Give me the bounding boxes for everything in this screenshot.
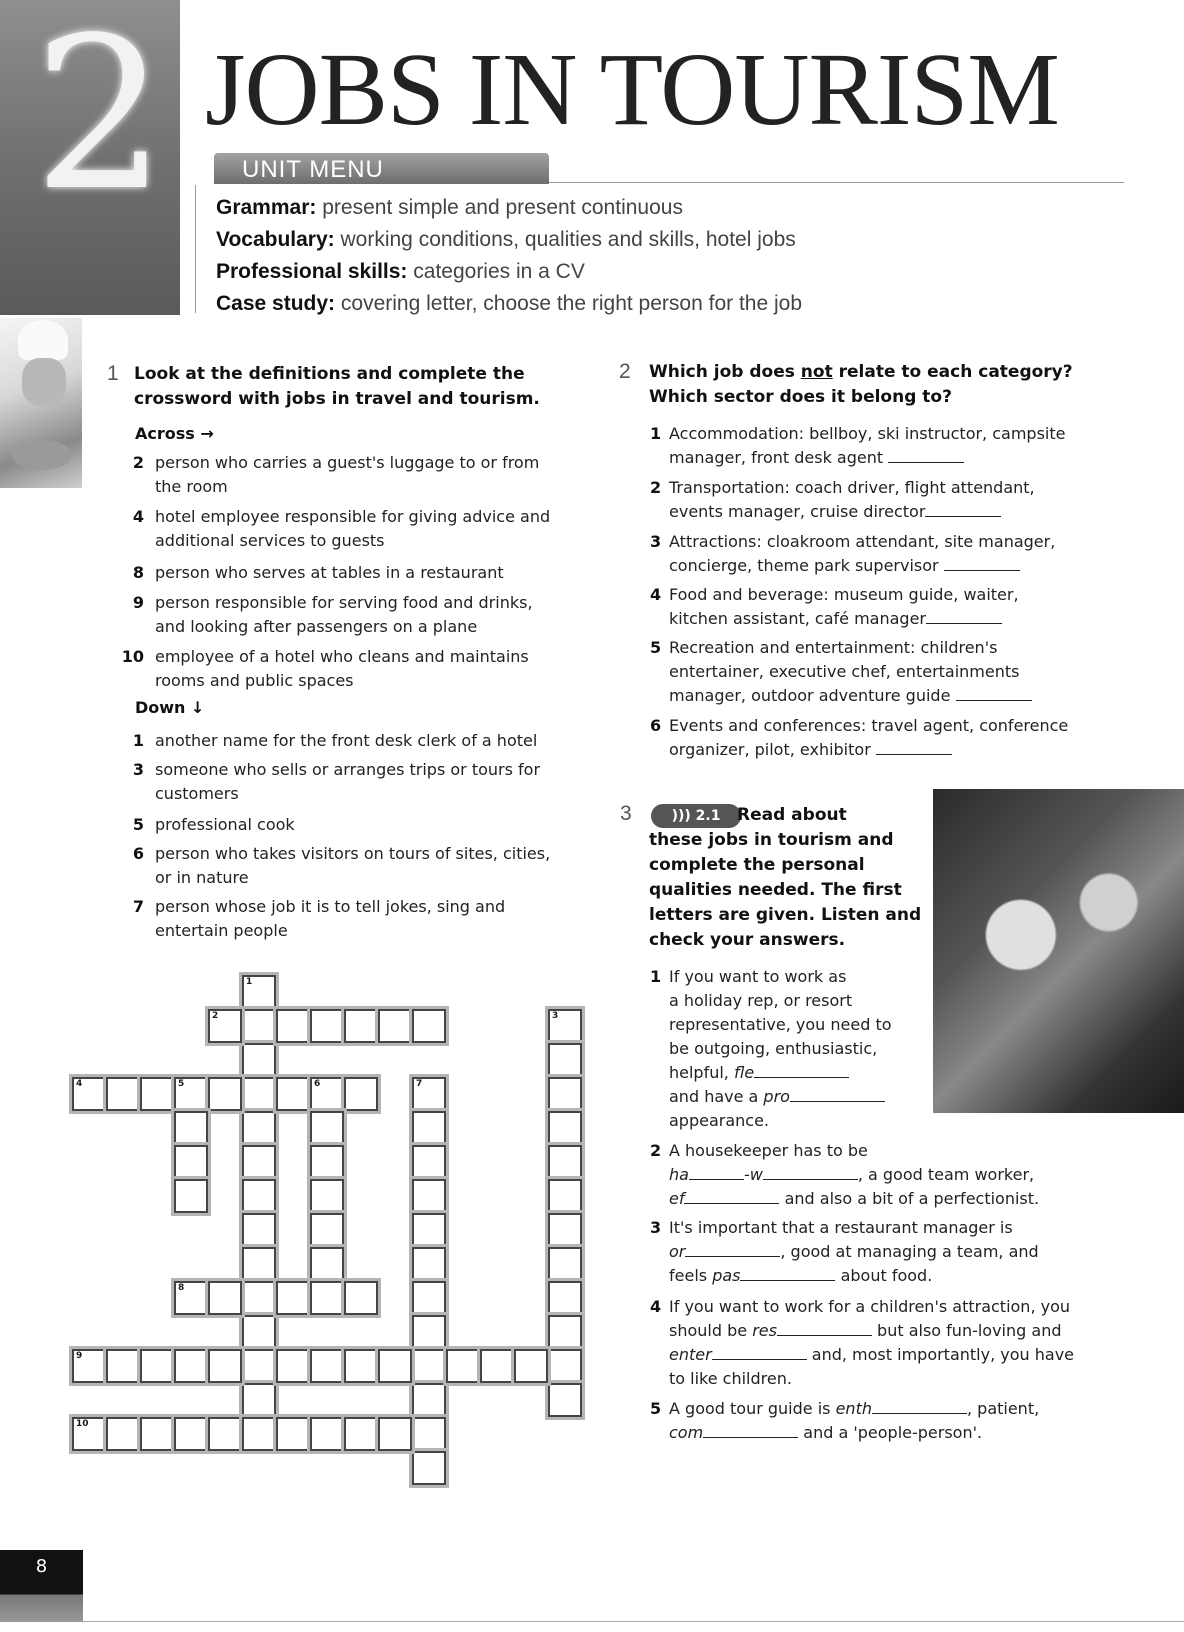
clue-across-8 xyxy=(155,561,504,585)
item-text: should be xyxy=(669,1321,753,1340)
crossword-cell[interactable] xyxy=(276,1417,310,1451)
item-line xyxy=(669,1085,892,1109)
heading-part: relate to each category? xyxy=(832,362,1073,382)
crossword-cell[interactable] xyxy=(140,1349,174,1383)
crossword-cell[interactable] xyxy=(378,1349,412,1383)
ex3-item-1 xyxy=(669,965,892,1133)
item-text: manager, front desk agent xyxy=(669,448,884,467)
item-text: and also a bit of a perfectionist. xyxy=(784,1189,1040,1208)
answer-blank[interactable] xyxy=(740,1266,835,1281)
crossword-cell-number: 5 xyxy=(178,1079,185,1089)
answer-blank[interactable] xyxy=(790,1087,885,1102)
crossword-cell[interactable] xyxy=(174,1145,208,1179)
clue-line: rooms and public spaces xyxy=(155,671,354,690)
word-prompt: enter xyxy=(669,1345,712,1364)
crossword-cell[interactable] xyxy=(310,1281,344,1315)
answer-blank[interactable] xyxy=(684,1189,779,1204)
crossword-cell[interactable] xyxy=(208,1417,242,1451)
menu-text: present simple and present continuous xyxy=(322,196,683,219)
menu-row-vocabulary xyxy=(216,228,796,252)
crossword-cell[interactable] xyxy=(242,1315,276,1349)
heading-line: Read about xyxy=(737,805,847,825)
crossword-cell[interactable] xyxy=(208,1009,242,1043)
heading-not: not xyxy=(800,362,833,382)
menu-row-grammar xyxy=(216,196,683,220)
ex2-item-5 xyxy=(669,636,1032,708)
crossword-cell[interactable] xyxy=(412,1145,446,1179)
crossword-cell[interactable] xyxy=(208,1349,242,1383)
menu-rule xyxy=(195,185,196,313)
word-prompt: ef xyxy=(669,1189,685,1208)
answer-blank[interactable] xyxy=(925,502,1001,517)
crossword-cell[interactable] xyxy=(548,1247,582,1281)
crossword-cell[interactable] xyxy=(174,1281,208,1315)
crossword-cell-number: 7 xyxy=(416,1079,423,1089)
clue-line: employee of a hotel who cleans and maintains xyxy=(155,647,529,666)
item-line: If you want to work for a children's attraction, you xyxy=(669,1297,1071,1316)
answer-blank[interactable] xyxy=(876,740,952,755)
heading-line: Which sector does it belong to? xyxy=(649,387,952,407)
menu-label: Vocabulary: xyxy=(216,228,335,251)
answer-blank[interactable] xyxy=(956,686,1032,701)
item-text: and have a xyxy=(669,1087,764,1106)
clue-number: 3 xyxy=(132,760,144,779)
crossword-cell[interactable] xyxy=(242,975,276,1009)
item-line xyxy=(669,738,1068,762)
crossword-cell[interactable] xyxy=(72,1417,106,1451)
crossword-cell[interactable] xyxy=(548,1179,582,1213)
crossword-cell[interactable] xyxy=(242,1213,276,1247)
crossword-cell[interactable] xyxy=(310,1247,344,1281)
crossword-cell[interactable] xyxy=(106,1349,140,1383)
heading-line: these jobs in tourism and xyxy=(649,830,894,850)
exercise-3-number: 3 xyxy=(620,802,632,825)
crossword-cell[interactable] xyxy=(548,1043,582,1077)
crossword-cell[interactable] xyxy=(276,1077,310,1111)
item-text: feels xyxy=(669,1266,713,1285)
clue-line: person whose job it is to tell jokes, sing and xyxy=(155,897,506,916)
ex3-item-3 xyxy=(669,1216,1039,1288)
crossword-cell[interactable] xyxy=(412,1009,446,1043)
menu-row-case-study xyxy=(216,292,802,316)
clue-down-7 xyxy=(155,895,505,943)
crossword-cell-number: 4 xyxy=(76,1079,83,1089)
crossword-cell[interactable] xyxy=(412,1417,446,1451)
word-prompt: res xyxy=(752,1321,777,1340)
item-number: 1 xyxy=(650,967,662,986)
item-line xyxy=(669,1343,1074,1367)
crossword-cell[interactable] xyxy=(548,1349,582,1383)
crossword-cell[interactable] xyxy=(344,1281,378,1315)
word-prompt: ha xyxy=(669,1165,689,1184)
crossword-cell[interactable] xyxy=(276,1349,310,1383)
item-line: It's important that a restaurant manager is xyxy=(669,1218,1013,1237)
clue-across-2 xyxy=(155,451,539,499)
item-line: be outgoing, enthusiastic, xyxy=(669,1039,878,1058)
clue-line: person who serves at tables in a restaurant xyxy=(155,563,504,582)
crossword-cell[interactable] xyxy=(208,1077,242,1111)
clue-line: professional cook xyxy=(155,815,295,834)
crossword-cell[interactable] xyxy=(310,1009,344,1043)
clowns-photo xyxy=(933,789,1184,1113)
item-text: organizer, pilot, exhibitor xyxy=(669,740,871,759)
item-line: Food and beverage: museum guide, waiter, xyxy=(669,585,1019,604)
clue-line: someone who sells or arranges trips or tours for xyxy=(155,760,541,779)
item-line xyxy=(669,1187,1039,1211)
answer-blank[interactable] xyxy=(888,448,964,463)
item-line xyxy=(669,1421,1039,1445)
item-number: 5 xyxy=(650,1399,662,1418)
crossword-cell-number: 9 xyxy=(76,1351,83,1361)
exercise-1-number: 1 xyxy=(107,362,119,385)
item-text: events manager, cruise director xyxy=(669,502,926,521)
item-number: 3 xyxy=(650,1218,662,1237)
clue-line: hotel employee responsible for giving advice and xyxy=(155,507,551,526)
crossword-cell-number: 2 xyxy=(212,1011,219,1021)
crossword-cell[interactable] xyxy=(310,1179,344,1213)
crossword-cell-number: 8 xyxy=(178,1283,185,1293)
item-line: A housekeeper has to be xyxy=(669,1141,868,1160)
chef-hand-shape xyxy=(12,440,72,470)
crossword-cell[interactable] xyxy=(242,1383,276,1417)
crossword-cell[interactable] xyxy=(412,1179,446,1213)
exercise-2-heading xyxy=(649,360,1073,410)
page-number: 8 xyxy=(35,1556,48,1577)
crossword-cell[interactable] xyxy=(140,1077,174,1111)
page-title: JOBS IN TOURISM xyxy=(205,32,1059,147)
crossword-cell[interactable] xyxy=(310,1145,344,1179)
item-line xyxy=(669,1319,1074,1343)
item-number: 3 xyxy=(650,532,662,551)
item-line xyxy=(669,684,1032,708)
menu-text: categories in a CV xyxy=(413,260,585,283)
clue-line: or in nature xyxy=(155,868,249,887)
crossword-cell[interactable] xyxy=(106,1077,140,1111)
crossword-cell[interactable] xyxy=(548,1145,582,1179)
across-label: Across → xyxy=(135,424,214,443)
crossword-cell[interactable] xyxy=(412,1213,446,1247)
crossword-cell[interactable] xyxy=(548,1077,582,1111)
answer-blank[interactable] xyxy=(763,1165,858,1180)
item-line xyxy=(669,1061,892,1085)
item-line xyxy=(669,607,1019,631)
crossword-cell[interactable] xyxy=(412,1077,446,1111)
down-label: Down ↓ xyxy=(135,698,205,717)
item-text: , good at managing a team, and xyxy=(780,1242,1039,1261)
item-number: 1 xyxy=(650,424,662,443)
crossword-cell[interactable] xyxy=(242,1349,276,1383)
item-number: 5 xyxy=(650,638,662,657)
answer-blank[interactable] xyxy=(703,1423,798,1438)
ex2-item-6 xyxy=(669,714,1068,762)
chef-face-shape xyxy=(22,358,66,406)
menu-text: covering letter, choose the right person for the job xyxy=(340,292,802,315)
clue-number: 5 xyxy=(132,815,144,834)
clue-line: person who carries a guest's luggage to or from xyxy=(155,453,540,472)
answer-blank[interactable] xyxy=(712,1345,807,1360)
heading-line: qualities needed. The first xyxy=(649,880,902,900)
clue-number: 9 xyxy=(132,593,144,612)
crossword-cell[interactable] xyxy=(140,1417,174,1451)
item-text: manager, outdoor adventure guide xyxy=(669,686,951,705)
item-number: 2 xyxy=(650,1141,662,1160)
clue-line: additional services to guests xyxy=(155,531,385,550)
chef-hat-shape xyxy=(18,320,68,360)
item-number: 6 xyxy=(650,716,662,735)
heading-line xyxy=(649,360,1073,385)
crossword-cell[interactable] xyxy=(412,1451,446,1485)
crossword-cell[interactable] xyxy=(174,1349,208,1383)
crossword-cell[interactable] xyxy=(242,1247,276,1281)
crossword-cell[interactable] xyxy=(242,1043,276,1077)
ex2-item-3 xyxy=(669,530,1055,578)
heading-line: Look at the definitions and complete the xyxy=(134,364,525,384)
crossword-cell[interactable] xyxy=(310,1417,344,1451)
clue-line: another name for the front desk clerk of a hotel xyxy=(155,731,538,750)
answer-blank[interactable] xyxy=(944,556,1020,571)
word-prompt: pas xyxy=(712,1266,741,1285)
crossword-cell[interactable] xyxy=(276,1009,310,1043)
word-prompt: -w xyxy=(743,1165,763,1184)
clue-across-4 xyxy=(155,505,550,553)
clue-number: 7 xyxy=(132,897,144,916)
menu-label: Grammar: xyxy=(216,196,317,219)
crossword-cell[interactable] xyxy=(412,1247,446,1281)
item-text: , patient, xyxy=(966,1399,1040,1418)
clue-line: customers xyxy=(155,784,239,803)
crossword-cell[interactable] xyxy=(412,1281,446,1315)
item-text: concierge, theme park supervisor xyxy=(669,556,939,575)
item-line: to like children. xyxy=(669,1369,792,1388)
answer-blank[interactable] xyxy=(926,609,1002,624)
item-text: about food. xyxy=(840,1266,933,1285)
answer-blank[interactable] xyxy=(685,1242,780,1257)
item-line xyxy=(669,554,1055,578)
item-line xyxy=(669,1240,1039,1264)
crossword-cell[interactable] xyxy=(548,1009,582,1043)
clue-down-6 xyxy=(155,842,550,890)
crossword-cell[interactable] xyxy=(310,1213,344,1247)
ex2-item-2 xyxy=(669,476,1035,524)
item-number: 4 xyxy=(650,585,662,604)
crossword-cell[interactable] xyxy=(548,1383,582,1417)
heading-line: complete the personal xyxy=(649,855,865,875)
word-prompt: fle xyxy=(733,1063,755,1082)
crossword-cell[interactable] xyxy=(378,1009,412,1043)
audio-track-button[interactable]: ))) 2.1 xyxy=(651,804,741,828)
crossword-cell[interactable] xyxy=(412,1111,446,1145)
menu-row-professional-skills xyxy=(216,260,585,284)
crossword-cell[interactable] xyxy=(548,1281,582,1315)
item-line: entertainer, executive chef, entertainments xyxy=(669,662,1020,681)
crossword-cell[interactable] xyxy=(344,1077,378,1111)
menu-label: Professional skills: xyxy=(216,260,408,283)
crossword-cell[interactable] xyxy=(242,1111,276,1145)
item-line: Accommodation: bellboy, ski instructor, campsite xyxy=(669,424,1066,443)
item-line xyxy=(669,1163,1039,1187)
word-prompt: enth xyxy=(835,1399,872,1418)
unit-menu-label: UNIT MENU xyxy=(242,156,384,183)
item-line: If you want to work as xyxy=(669,967,847,986)
item-number: 2 xyxy=(650,478,662,497)
crossword-cell[interactable] xyxy=(174,1179,208,1213)
clue-number: 2 xyxy=(132,453,144,472)
crossword-cell[interactable] xyxy=(310,1349,344,1383)
item-line: representative, you need to xyxy=(669,1015,892,1034)
crossword-cell[interactable] xyxy=(208,1281,242,1315)
crossword-cell[interactable] xyxy=(514,1349,548,1383)
answer-blank[interactable] xyxy=(777,1321,872,1336)
item-line: Events and conferences: travel agent, conference xyxy=(669,716,1069,735)
item-line: appearance. xyxy=(669,1111,770,1130)
crossword-cell[interactable] xyxy=(344,1009,378,1043)
crossword-cell[interactable] xyxy=(276,1281,310,1315)
crossword-cell[interactable] xyxy=(548,1315,582,1349)
crossword-cell[interactable] xyxy=(242,1077,276,1111)
crossword-cell[interactable] xyxy=(242,1009,276,1043)
crossword-cell[interactable] xyxy=(242,1179,276,1213)
clue-down-1 xyxy=(155,729,537,753)
clue-number: 8 xyxy=(132,563,144,582)
item-line: Recreation and entertainment: children's xyxy=(669,638,998,657)
menu-divider xyxy=(549,182,1124,183)
crossword-cell[interactable] xyxy=(72,1077,106,1111)
crossword-cell-number: 1 xyxy=(246,977,253,987)
ex2-item-1 xyxy=(669,422,1065,470)
menu-label: Case study: xyxy=(216,292,336,315)
clue-down-3 xyxy=(155,758,540,806)
crossword-cell-number: 6 xyxy=(314,1079,321,1089)
ex3-item-4 xyxy=(669,1295,1074,1391)
item-text: and a 'people-person'. xyxy=(803,1423,983,1442)
clue-line: person responsible for serving food and drinks, xyxy=(155,593,533,612)
item-text: and, most importantly, you have xyxy=(811,1345,1074,1364)
item-number: 4 xyxy=(650,1297,662,1316)
clue-number: 4 xyxy=(132,507,144,526)
crossword-cell[interactable] xyxy=(310,1111,344,1145)
item-text: helpful, xyxy=(669,1063,734,1082)
crossword-cell[interactable] xyxy=(310,1077,344,1111)
heading-part: Which job does xyxy=(649,362,801,382)
crossword-cell[interactable] xyxy=(412,1383,446,1417)
clue-line: entertain people xyxy=(155,921,288,940)
menu-text: working conditions, qualities and skills, hotel jobs xyxy=(340,228,796,251)
clue-across-10 xyxy=(155,645,529,693)
item-text: , a good team worker, xyxy=(857,1165,1035,1184)
clue-number: 6 xyxy=(132,844,144,863)
ex2-item-4 xyxy=(669,583,1019,631)
answer-blank[interactable] xyxy=(754,1063,849,1078)
crossword-cell[interactable] xyxy=(344,1417,378,1451)
crossword-cell[interactable] xyxy=(412,1349,446,1383)
item-line: a holiday rep, or resort xyxy=(669,991,853,1010)
answer-blank[interactable] xyxy=(689,1165,744,1180)
word-prompt: pro xyxy=(763,1087,790,1106)
item-text: but also fun-loving and xyxy=(877,1321,1062,1340)
crossword-cell[interactable] xyxy=(344,1349,378,1383)
word-prompt: com xyxy=(669,1423,704,1442)
exercise-3-heading xyxy=(649,803,921,953)
exercise-1-heading xyxy=(134,362,540,412)
heading-line: letters are given. Listen and xyxy=(649,905,922,925)
crossword-cell[interactable] xyxy=(174,1111,208,1145)
heading-line: check your answers. xyxy=(649,930,846,950)
crossword-cell[interactable] xyxy=(480,1349,514,1383)
item-text: kitchen assistant, café manager xyxy=(669,609,926,628)
crossword-cell[interactable] xyxy=(548,1213,582,1247)
item-line xyxy=(669,1397,1039,1421)
word-prompt: or xyxy=(669,1242,686,1261)
item-line xyxy=(669,446,1065,470)
clue-line: person who takes visitors on tours of sites, cities, xyxy=(155,844,551,863)
item-line xyxy=(669,500,1035,524)
crossword-cell[interactable] xyxy=(106,1417,140,1451)
clue-line: and looking after passengers on a plane xyxy=(155,617,478,636)
item-text: A good tour guide is xyxy=(669,1399,836,1418)
clue-across-9 xyxy=(155,591,533,639)
crossword-cell[interactable] xyxy=(72,1349,106,1383)
crossword-cell[interactable] xyxy=(412,1315,446,1349)
heading-line: crossword with jobs in travel and tourism. xyxy=(134,389,540,409)
crossword-cell[interactable] xyxy=(446,1349,480,1383)
crossword-cell[interactable] xyxy=(548,1111,582,1145)
clue-line: the room xyxy=(155,477,228,496)
item-line: Attractions: cloakroom attendant, site manager, xyxy=(669,532,1056,551)
ex3-item-2 xyxy=(669,1139,1039,1211)
item-line xyxy=(669,1264,1039,1288)
unit-number: 2 xyxy=(33,0,167,237)
ex3-item-5 xyxy=(669,1397,1039,1445)
crossword-cell-number: 10 xyxy=(76,1419,89,1429)
crossword-cell[interactable] xyxy=(242,1145,276,1179)
crossword-cell[interactable] xyxy=(378,1417,412,1451)
crossword-cell[interactable] xyxy=(174,1417,208,1451)
clue-number: 10 xyxy=(121,647,144,666)
item-line: Transportation: coach driver, flight attendant, xyxy=(669,478,1035,497)
clue-down-5 xyxy=(155,813,295,837)
crossword-cell[interactable] xyxy=(242,1417,276,1451)
exercise-2-number: 2 xyxy=(619,360,631,383)
answer-blank[interactable] xyxy=(872,1399,967,1414)
crossword-cell[interactable] xyxy=(174,1077,208,1111)
clue-number: 1 xyxy=(132,731,144,750)
footer-rule xyxy=(83,1621,1184,1622)
crossword-cell-number: 3 xyxy=(552,1011,559,1021)
crossword-cell[interactable] xyxy=(242,1281,276,1315)
